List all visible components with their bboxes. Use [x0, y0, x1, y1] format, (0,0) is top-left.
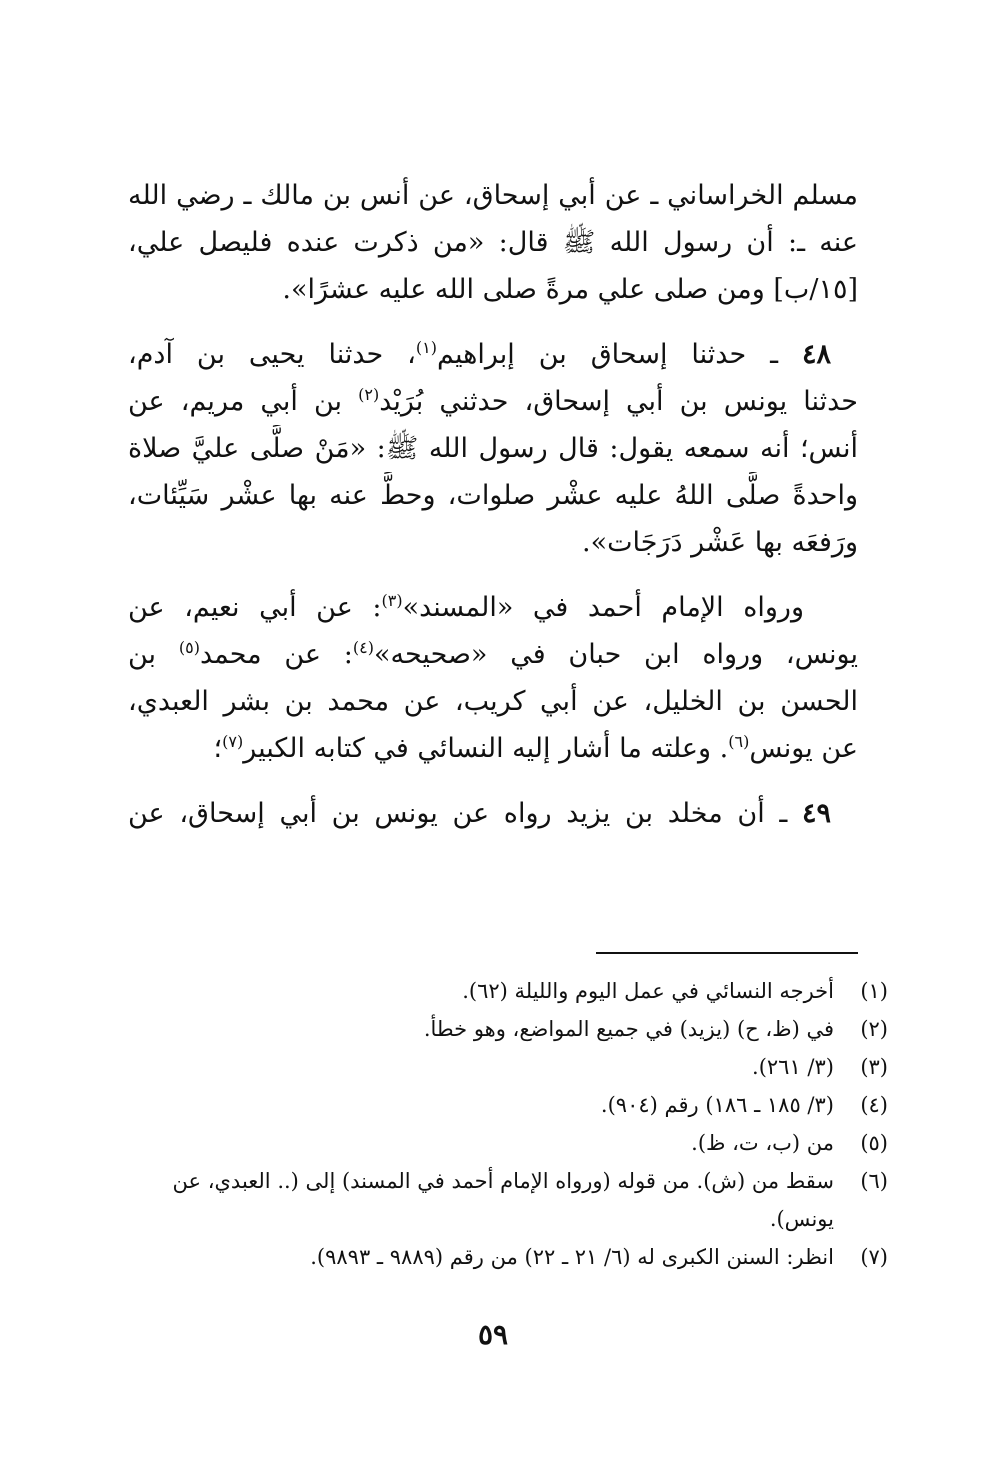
text-line: ٤٨ ـ حدثنا إسحاق بن إبراهيم$^{(١)}$، حدثنا يحيى بن آدم،: [128, 338, 831, 370]
text-line: ورواه الإمام أحمد في «المسند»$^{(٣)}$: عن أبي نعيم، عن: [128, 591, 804, 623]
footnote: [128, 1238, 888, 1276]
text-line: مسلم الخراساني ـ عن أبي إسحاق، عن أنس بن مالك ـ رضي الله: [128, 180, 858, 211]
text-line: الحسن بن الخليل، عن أبي كريب، عن محمد بن بشر العبدي،: [128, 686, 858, 717]
hadith-number: ٤٨: [801, 339, 831, 370]
footnote: [128, 1010, 888, 1048]
footnote-number: (٣): [860, 1055, 888, 1079]
footnote-ref: (٧): [222, 732, 244, 751]
text-line: يونس، ورواه ابن حبان في «صحيحه»$^{(٤)}$: عن محمد$^{(٥)}$ بن: [128, 638, 858, 670]
footnote-ref: (٣): [381, 591, 403, 610]
footnote-ref: (٥): [178, 638, 200, 657]
footnote-ref: (٢): [358, 385, 380, 404]
hadith-48: [128, 331, 858, 566]
footnote-number: (٤): [860, 1093, 888, 1117]
footnote: [128, 972, 888, 1010]
footnote-number: (٢): [860, 1017, 888, 1041]
text-line: عن يونس$^{(٦)}$. وعلته ما أشار إليه النسائي في كتابه الكبير$^{(٧)}$؛: [213, 732, 858, 764]
text-line: [١٥/ب] ومن صلى علي مرةً صلى الله عليه عشرًا».: [282, 274, 858, 305]
footnote-text: من (ب، ت، ظ).: [691, 1131, 834, 1155]
footnote-text: (٣/ ٢٦١).: [752, 1055, 834, 1079]
text-line: أنس؛ أنه سمعه يقول: قال رسول الله ﷺ: «مَنْ صلَّى عليَّ صلاة: [128, 433, 858, 464]
footnote: [128, 1086, 888, 1124]
hadith-49: [128, 790, 858, 837]
footnote-ref: (١): [415, 338, 437, 357]
page-number: ٥٩: [477, 1318, 509, 1351]
footnote-text: سقط من (ش). من قوله (ورواه الإمام أحمد في المسند) إلى (.. العبدي، عن يونس).: [172, 1169, 834, 1231]
text-line: عنه ـ: أن رسول الله ﷺ قال: «من ذكرت عنده فليصل علي،: [128, 227, 858, 258]
paragraph: [128, 584, 858, 772]
footnote-ref: (٤): [352, 638, 374, 657]
footnote-text: انظر: السنن الكبرى له (٦/ ٢١ ـ ٢٢) من رقم (٩٨٨٩ ـ ٩٨٩٣).: [310, 1245, 834, 1269]
footnote: [128, 1048, 888, 1086]
footnote-text: (٣/ ١٨٥ ـ ١٨٦) رقم (٩٠٤).: [600, 1093, 834, 1117]
footnote-number: (١): [860, 979, 888, 1003]
text-line: ورَفعَه بها عَشْر دَرَجَات».: [581, 527, 858, 558]
footnotes: [128, 972, 888, 1276]
footnote: [128, 1162, 888, 1238]
footnote: [128, 1124, 888, 1162]
footnote-separator: [596, 952, 858, 954]
footnote-number: (٥): [860, 1131, 888, 1155]
footnote-text: في (ظ، ح) (يزيد) في جميع المواضع، وهو خطأ.: [423, 1017, 834, 1041]
text-line: ٤٩ ـ أن مخلد بن يزيد رواه عن يونس بن أبي إسحاق، عن: [128, 798, 831, 829]
footnote-number: (٧): [860, 1245, 888, 1269]
main-text: [128, 172, 858, 837]
paragraph: [128, 172, 858, 313]
footnote-number: (٦): [860, 1169, 888, 1193]
footnote-ref: (٦): [728, 732, 750, 751]
text-line: واحدةً صلَّى اللهُ عليه عشْر صلوات، وحطَّ عنه بها عشْر سَيِّئات،: [128, 480, 858, 511]
footnote-text: أخرجه النسائي في عمل اليوم والليلة (٦٢).: [462, 979, 834, 1003]
hadith-number: ٤٩: [801, 798, 831, 829]
text-line: حدثنا يونس بن أبي إسحاق، حدثني بُرَيْد$^{(٢)}$ بن أبي مريم، عن: [128, 385, 858, 417]
